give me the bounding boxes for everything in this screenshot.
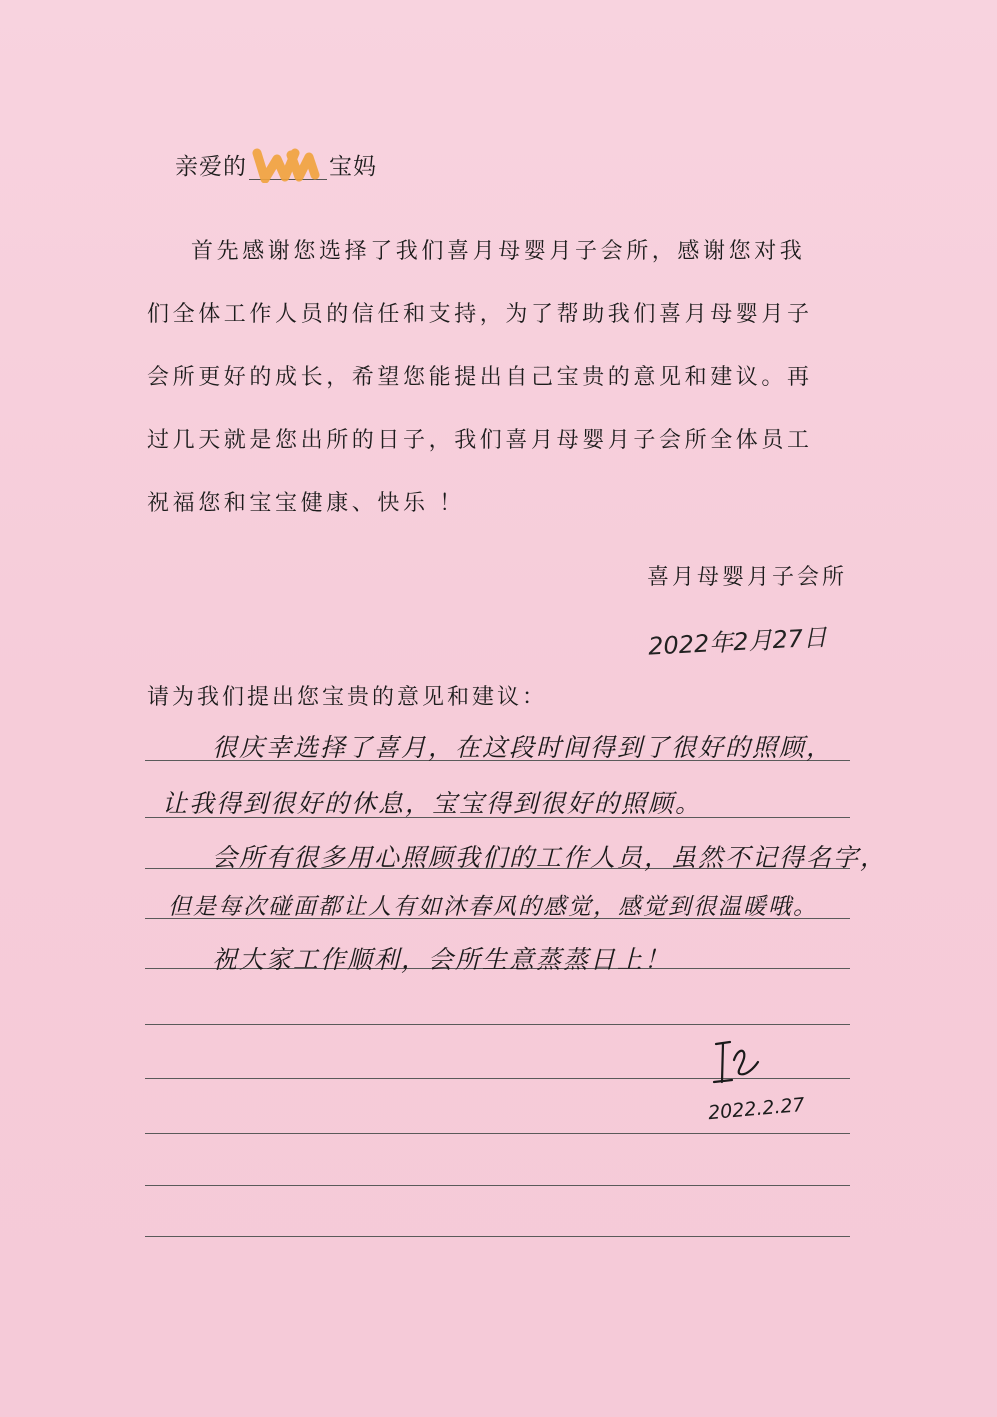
handwritten-line: 很庆幸选择了喜月，在这段时间得到了很好的照顾， xyxy=(212,733,834,762)
signature-icon xyxy=(708,1038,768,1088)
handwritten-line: 让我得到很好的休息，宝宝得到很好的照顾。 xyxy=(162,789,703,818)
rule-line xyxy=(145,1236,850,1237)
letter-line: 过几天就是您出所的日子，我们喜月母婴月子会所全体员工 xyxy=(147,428,813,453)
handwritten-line: 祝大家工作顺利，会所生意蒸蒸日上！ xyxy=(212,945,672,974)
handwritten-line: 但是每次碰面都让人有如沐春风的感觉，感觉到很温暖哦。 xyxy=(168,894,818,920)
handwritten-line: 会所有很多用心照顾我们的工作人员，虽然不记得名字， xyxy=(212,843,888,872)
feedback-prompt: 请为我们提出您宝贵的意见和建议： xyxy=(147,685,548,710)
letter-line: 会所更好的成长，希望您能提出自己宝贵的意见和建议。再 xyxy=(147,365,813,390)
letter-line: 祝福您和宝宝健康、快乐 ！ xyxy=(147,491,465,516)
letter-signoff: 喜月母婴月子会所 xyxy=(646,565,847,590)
redacted-name xyxy=(249,151,327,180)
rule-line xyxy=(145,1133,850,1134)
greeting xyxy=(175,148,377,181)
greeting-suffix: 宝妈 xyxy=(329,154,377,180)
letter-date: 2022年2月27日 xyxy=(647,623,828,661)
rule-line xyxy=(145,1185,850,1186)
letter-line: 首先感谢您选择了我们喜月母婴月子会所，感谢您对我 xyxy=(191,239,806,264)
redaction-mark-icon xyxy=(251,147,321,183)
letter-body xyxy=(147,220,852,535)
rule-line xyxy=(145,1024,850,1025)
letter-line: 们全体工作人员的信任和支持，为了帮助我们喜月母婴月子 xyxy=(147,302,813,327)
signature-date: 2022.2.27 xyxy=(707,1093,806,1125)
greeting-prefix: 亲爱的 xyxy=(175,154,247,180)
